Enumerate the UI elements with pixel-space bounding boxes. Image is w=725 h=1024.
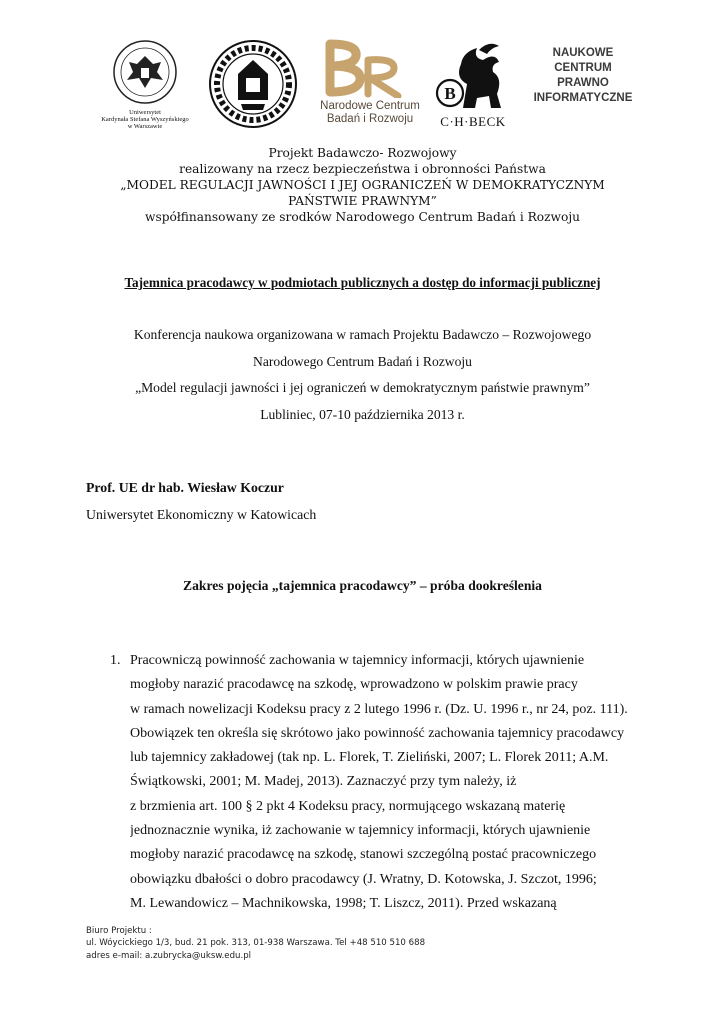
footer-line: adres e-mail: a.zubrycka@uksw.edu.pl [86,950,252,961]
logo-bar [95,38,635,133]
uksw-caption-line: Kardynała Stefana Wyszyńskiego [101,116,189,123]
uwr-logo [208,38,298,133]
ncbr-caption-line: Badań i Rozwoju [326,113,414,125]
project-line: realizowany na rzecz bezpieczeństwa i obronności Państwa [179,162,546,176]
ncpi-wordmark [527,46,639,106]
paragraph-line: mogłoby narazić pracodawcę na szkodę, stanowi szczególną postać pracowniczego [130,847,597,863]
paragraph-line: lub tajemnicy zakładowej (tak np. L. Florek, T. Zieliński, 2007; L. Florek 2011; A.M. [130,750,609,766]
project-header [90,145,635,225]
body-paragraph [130,649,654,916]
project-line: współfinansowany ze srodków Narodowego Centrum Badań i Rozwoju [145,210,580,224]
page-title: Tajemnica pracodawcy w podmiotach publicznych a dostęp do informacji publicznej [124,275,601,290]
paragraph-line: obowiązku dbałości o dobro pracodawcy (J. Wratny, D. Kotowska, J. Szczot, 1996; [130,871,597,887]
ncbr-caption [310,100,430,126]
beck-logo [433,38,513,133]
ncpi-logo [527,38,639,133]
footer-line: Biuro Projektu : [86,926,152,936]
conference-line: Konferencja naukowa organizowana w ramach Projektu Badawczo – Rozwojowego [133,327,592,342]
page-footer [86,925,425,962]
beck-caption: C·H·BECK [440,114,506,129]
author-block [86,474,316,528]
paragraph-line: z brzmienia art. 100 § 2 pkt 4 Kodeksu pracy, normującego wskazaną materię [130,798,566,814]
uksw-seal-icon [95,38,195,108]
conference-line: Narodowego Centrum Badań i Rozwoju [253,353,472,369]
paragraph-line: w ramach nowelizacji Kodeksu pracy z 2 lutego 1996 r. (Dz. U. 1996 r., nr 24, poz. 111). [130,701,628,717]
ncbr-caption-line: Narodowe Centrum [320,100,420,112]
paragraph-line: Pracowniczą powinność zachowania w tajemnicy informacji, których ujawnienie [130,653,585,668]
conference-line: „Model regulacji jawności i jej ograniczeń w demokratycznym państwie prawnym” [135,380,590,395]
author-institution: Uniwersytet Ekonomiczny w Katowicach [86,507,317,522]
beck-badge-letter: B [444,84,456,103]
uksw-logo [95,38,195,133]
uksw-caption [95,109,195,130]
section-heading: Zakres pojęcia „tajemnica pracodawcy” – próba dookreślenia [183,578,542,593]
conference-line: Lubliniec, 07-10 października 2013 r. [260,406,465,422]
ncpi-line: CENTRUM [554,62,612,74]
footer-line: ul. Wóycickiego 1/3, bud. 21 pok. 313, 01-938 Warszawa. Tel +48 510 510 688 [86,938,426,949]
paragraph-line: Obowiązek ten określa się skrótowo jako powinność zachowania tajemnicy pracodawcy [130,725,625,741]
paragraph-line: mogłoby narazić pracodawcę na szkodę, wprowadzono w polskim prawie pracy [130,677,578,693]
paragraph-line: M. Lewandowicz – Machnikowska, 1998; T. Liszcz, 2011). Przed wskazaną [130,895,557,911]
paragraph-line: jednoznacznie wynika, iż zachowanie w tajemnicy informacji, których ujawnienie [130,823,591,839]
griffin-icon [433,38,513,114]
author-name: Prof. UE dr hab. Wiesław Koczur [86,480,284,495]
uksw-caption-line: Uniwersytet [129,109,161,116]
project-title: „MODEL REGULACJI JAWNOŚCI I JEJ OGRANICZEŃ W DEMOKRATYCZNYM PAŃSTWIE PRAWNYM” [120,178,605,208]
ncpi-line: NAUKOWE [552,47,614,59]
ncbr-logo [310,38,430,133]
project-line: Projekt Badawczo- Rozwojowy [268,146,457,160]
university-wroclaw-seal-icon [208,38,298,130]
uksw-caption-line: w Warszawie [127,123,163,130]
ncpi-line: INFORMATYCZNE [533,92,633,104]
ncbr-monogram-icon [310,38,430,98]
ncpi-line: PRAWNO [557,77,609,89]
paragraph-line: Świątkowski, 2001; M. Madej, 2013). Zaznaczyć przy tym należy, iż [130,774,517,790]
list-number: 1. [110,653,121,668]
conference-info [80,322,645,428]
